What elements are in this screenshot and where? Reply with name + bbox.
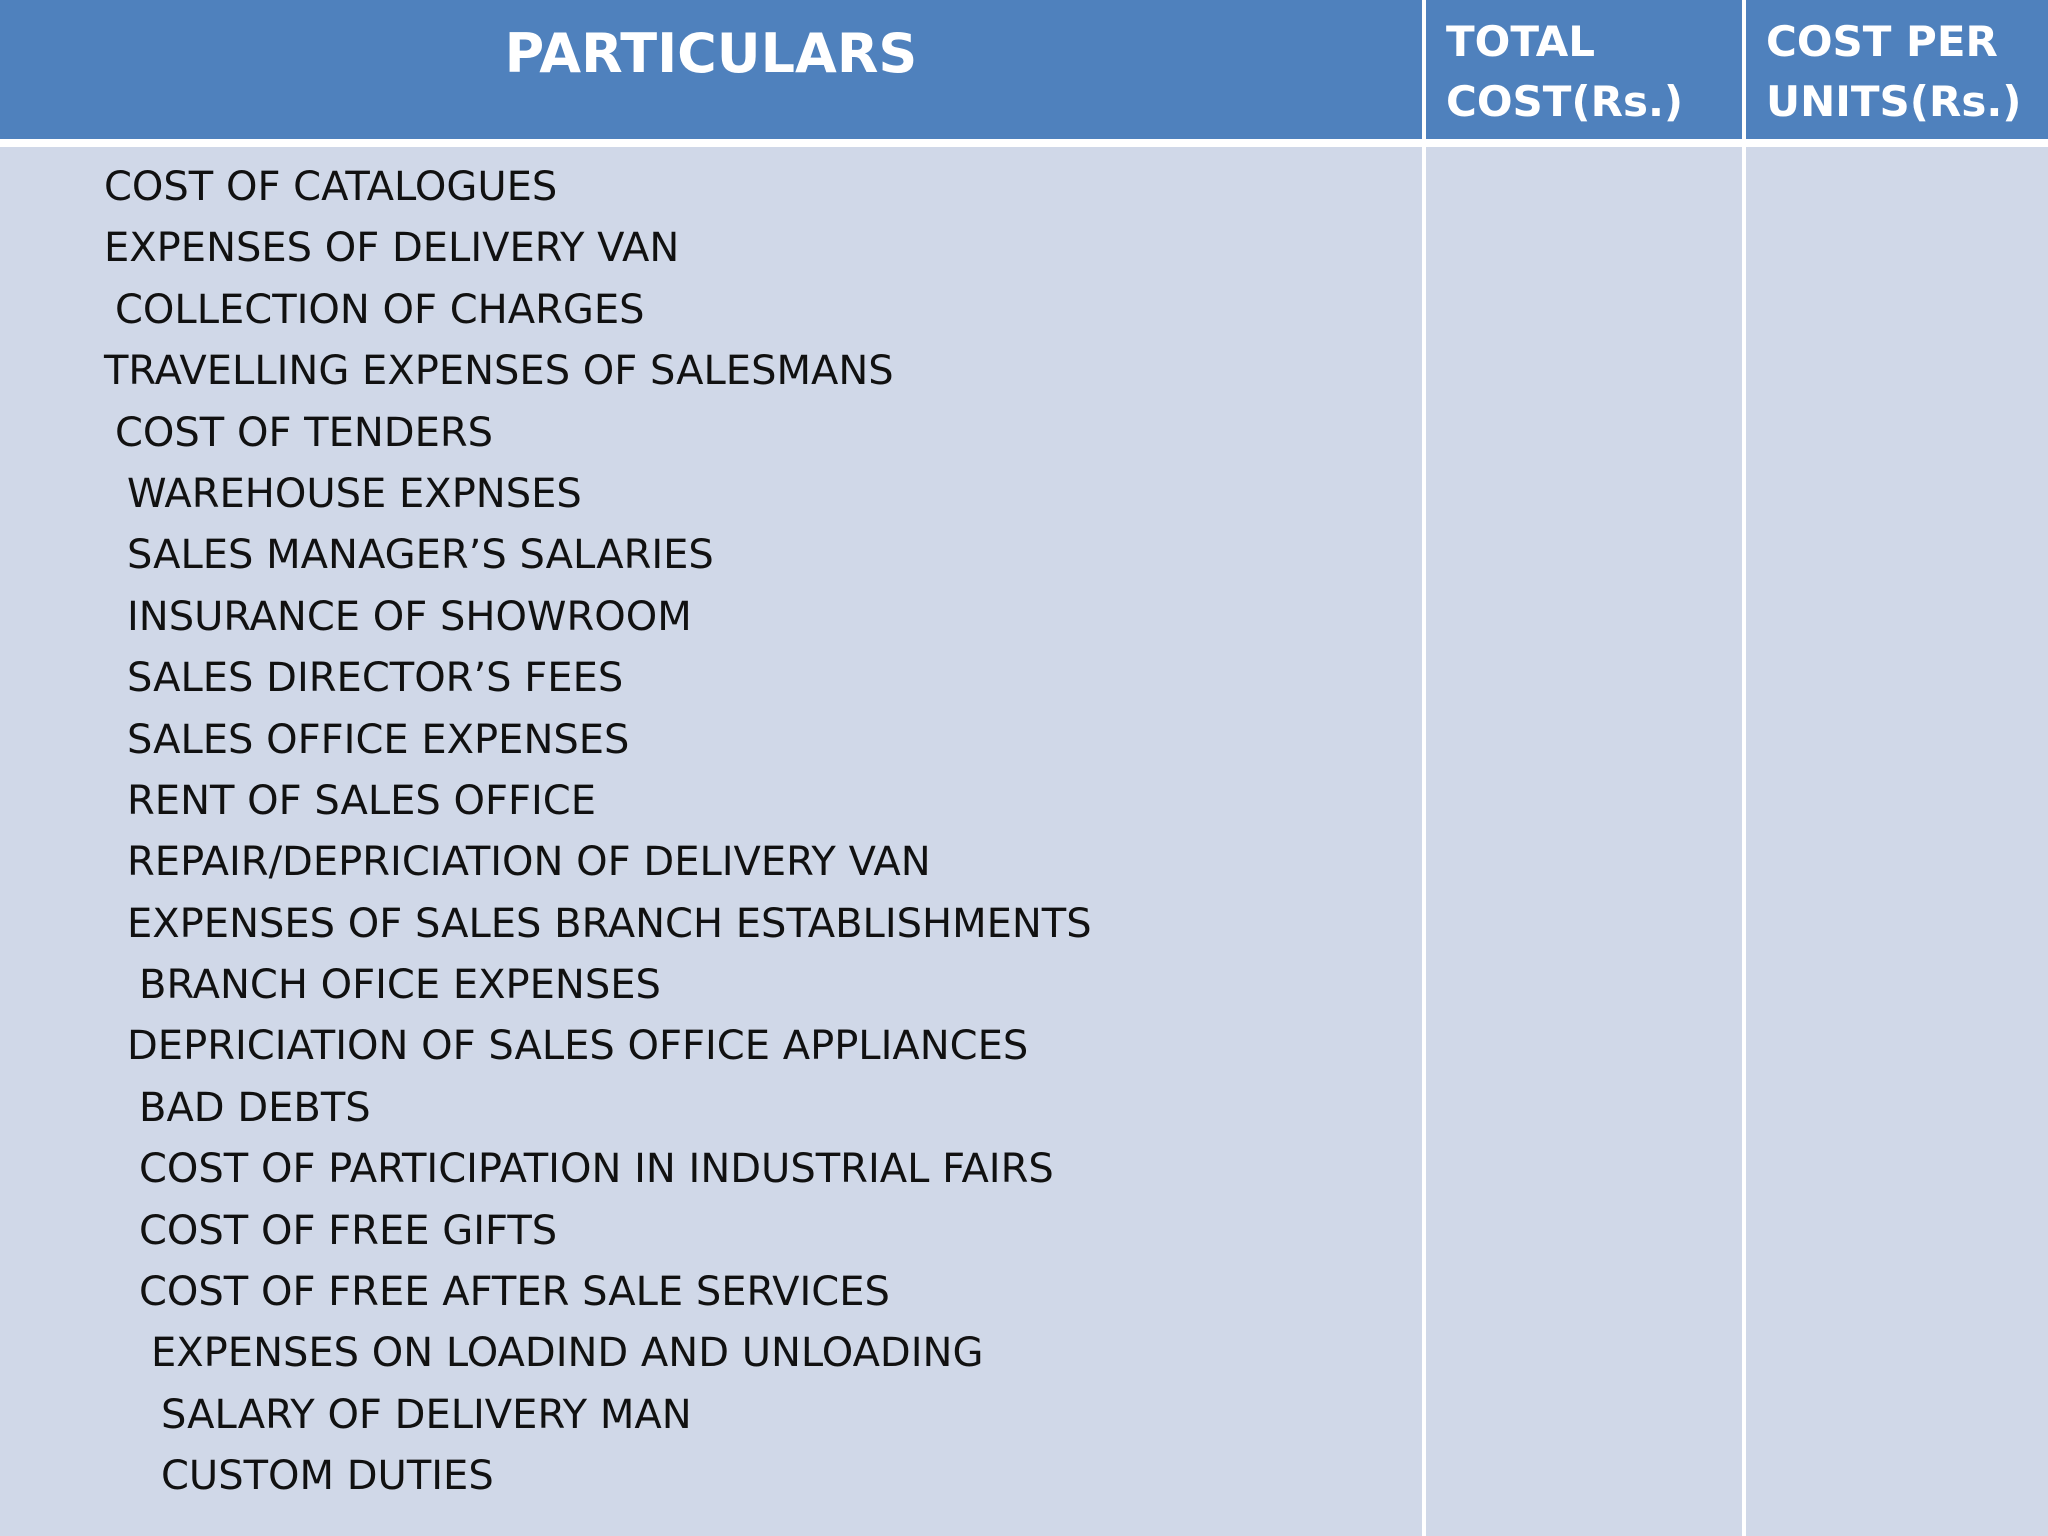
list-item: COST OF TENDERS <box>115 409 494 456</box>
cost-per-unit-cell <box>1746 147 2048 1536</box>
header-divider <box>0 139 2048 147</box>
list-item: SALES MANAGER’S SALARIES <box>127 532 714 579</box>
header-total-cost-line1: TOTAL <box>1446 17 1596 66</box>
list-item: INSURANCE OF SHOWROOM <box>127 593 692 640</box>
list-item: SALES OFFICE EXPENSES <box>127 716 630 763</box>
list-item: COST OF FREE AFTER SALE SERVICES <box>139 1269 890 1316</box>
header-cost-per-unit-line2: UNITS(Rs.) <box>1766 77 2022 126</box>
list-item: WAREHOUSE EXPNSES <box>127 470 582 517</box>
header-total-cost <box>1426 0 1742 139</box>
list-item: BAD DEBTS <box>139 1084 371 1131</box>
list-item: EXPENSES OF DELIVERY VAN <box>104 225 680 272</box>
list-item: COST OF CATALOGUES <box>104 164 558 210</box>
list-item: REPAIR/DEPRICIATION OF DELIVERY VAN <box>127 839 931 886</box>
list-item: RENT OF SALES OFFICE <box>127 777 597 824</box>
header-particulars <box>0 0 1422 139</box>
list-item: DEPRICIATION OF SALES OFFICE APPLIANCES <box>127 1023 1029 1070</box>
header-particulars-label: PARTICULARS <box>504 22 918 85</box>
particulars-cell <box>0 147 1422 1536</box>
header-cost-per-unit-line1: COST PER <box>1766 17 1998 66</box>
list-item: SALES DIRECTOR’S FEES <box>127 655 624 702</box>
list-item: COST OF FREE GIFTS <box>139 1207 558 1254</box>
list-item: CUSTOM DUTIES <box>161 1453 494 1500</box>
list-item: BRANCH OFICE EXPENSES <box>139 962 661 1009</box>
header-total-cost-line2: COST(Rs.) <box>1446 77 1684 126</box>
list-item: SALARY OF DELIVERY MAN <box>161 1391 692 1438</box>
list-item: COST OF PARTICIPATION IN INDUSTRIAL FAIRS <box>139 1146 1054 1193</box>
list-item: COLLECTION OF CHARGES <box>115 286 645 333</box>
header-cost-per-unit <box>1746 0 2048 139</box>
total-cost-cell <box>1426 147 1742 1536</box>
list-item: EXPENSES ON LOADIND AND UNLOADING <box>151 1330 984 1377</box>
particulars-list <box>0 157 1422 1508</box>
list-item: EXPENSES OF SALES BRANCH ESTABLISHMENTS <box>127 900 1092 947</box>
list-item: TRAVELLING EXPENSES OF SALESMANS <box>104 348 894 395</box>
